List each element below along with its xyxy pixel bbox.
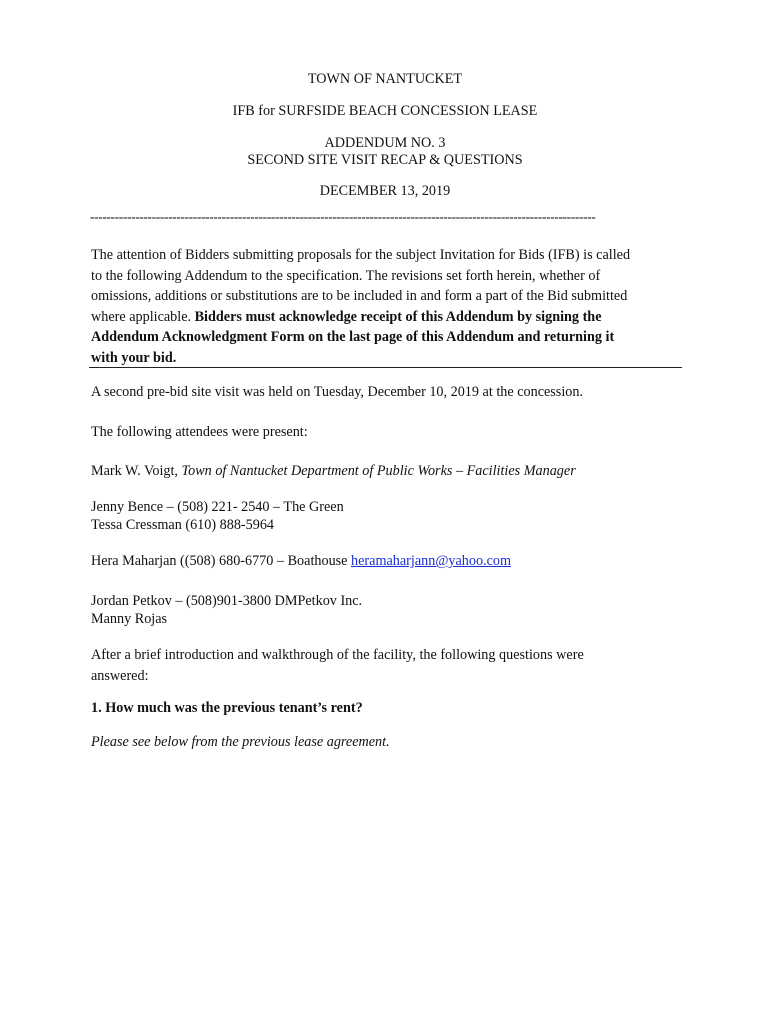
attendee-role: Town of Nantucket Department of Public Works – Facilities Manager bbox=[181, 463, 576, 479]
attendees-heading: The following attendees were present: bbox=[91, 424, 308, 440]
intro-line bbox=[91, 327, 681, 348]
intro-line: omissions, additions or substitutions are to be included in and form a part of the Bid submitted bbox=[91, 288, 628, 304]
acknowledgment-notice: with your bid. bbox=[91, 349, 177, 366]
ifb-title: IFB for SURFSIDE BEACH CONCESSION LEASE bbox=[232, 103, 538, 119]
walkthrough-text: answered: bbox=[91, 668, 149, 684]
dashed-divider: --------------------------------------------------------------------------------------------------------------------------- bbox=[90, 209, 596, 224]
email-link[interactable]: heramaharjann@yahoo.com bbox=[351, 553, 512, 569]
attendee-line bbox=[91, 551, 511, 571]
attendee-line: Manny Rojas bbox=[91, 611, 168, 627]
attendee-line: Jordan Petkov – (508)901-3800 DMPetkov Inc. bbox=[91, 593, 363, 609]
walkthrough-text: After a brief introduction and walkthrough of the facility, the following questions were bbox=[91, 647, 584, 663]
intro-paragraph bbox=[91, 245, 681, 368]
town-heading: TOWN OF NANTUCKET bbox=[307, 71, 463, 87]
horizontal-rule bbox=[89, 367, 682, 368]
attendee-name: Mark W. Voigt, bbox=[91, 463, 182, 479]
intro-line bbox=[91, 307, 681, 328]
answer-italic: Please see below from the previous lease agreement. bbox=[91, 734, 390, 750]
attendee-contact: Hera Maharjan ((508) 680-6770 – Boathouse bbox=[91, 553, 352, 569]
acknowledgment-notice: Bidders must acknowledge receipt of this Addendum by signing the bbox=[194, 308, 602, 325]
site-visit-statement: A second pre-bid site visit was held on Tuesday, December 10, 2019 at the concession. bbox=[91, 384, 584, 400]
attendee-line: Tessa Cressman (610) 888-5964 bbox=[91, 517, 275, 533]
intro-line: The attention of Bidders submitting proposals for the subject Invitation for Bids (IFB) is called bbox=[91, 247, 631, 263]
addendum-date: DECEMBER 13, 2019 bbox=[319, 183, 451, 199]
attendee-line bbox=[91, 461, 576, 481]
question-heading bbox=[91, 698, 363, 718]
acknowledgment-notice: Addendum Acknowledgment Form on the last page of this Addendum and returning it bbox=[91, 329, 615, 345]
intro-line: to the following Addendum to the specification. The revisions set forth herein, whether of bbox=[91, 267, 601, 284]
intro-plain-text: where applicable. bbox=[91, 308, 195, 325]
answer-text bbox=[91, 732, 390, 752]
intro-line bbox=[91, 348, 681, 369]
addendum-number: ADDENDUM NO. 3 bbox=[324, 135, 446, 151]
addendum-subtitle: SECOND SITE VISIT RECAP & QUESTIONS bbox=[247, 152, 523, 168]
attendee-line: Jenny Bence – (508) 221- 2540 – The Green bbox=[91, 499, 344, 515]
question-text: 1. How much was the previous tenant’s rent? bbox=[91, 700, 363, 716]
